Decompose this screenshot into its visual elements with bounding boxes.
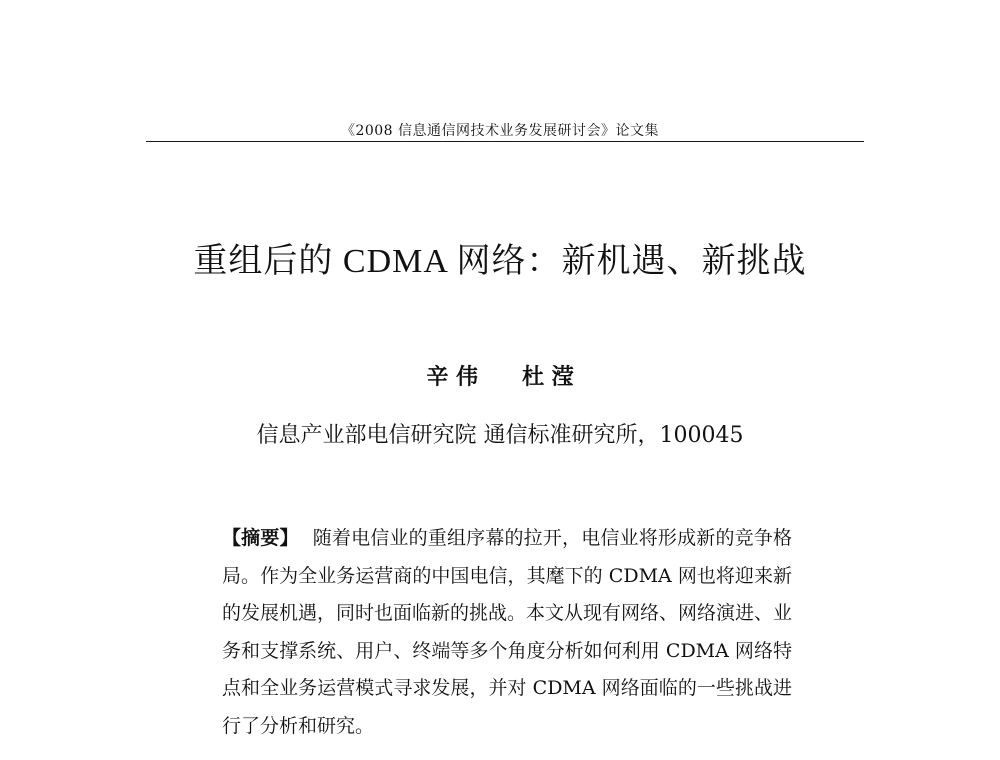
author-name: 辛 伟 [426, 364, 478, 390]
abstract-label: 【摘要】 [222, 527, 299, 549]
running-header: 《2008 信息通信网技术业务发展研讨会》论文集 [340, 123, 660, 139]
header-rule [146, 141, 864, 142]
paper-title: 重组后的 CDMA 网络：新机遇、新挑战 [193, 243, 807, 280]
abstract [222, 520, 792, 745]
author-list [0, 362, 1000, 392]
author-name: 杜 滢 [522, 364, 574, 390]
affiliation: 信息产业部电信研究院 通信标准研究所，100045 [256, 423, 744, 448]
abstract-text: 随着电信业的重组序幕的拉开，电信业将形成新的竞争格局。作为全业务运营商的中国电信，其麾下的 CDMA 网也将迎来新的发展机遇，同时也面临新的挑战。本文从现有网络、网络演进、业务和支撑系统、用户、终端等多个角度分析如何利用 CDMA 网络特点和全业务运营模式寻求发展，并对 CDMA 网络面临的一些挑战进行了分析和研究。 [222, 527, 793, 737]
